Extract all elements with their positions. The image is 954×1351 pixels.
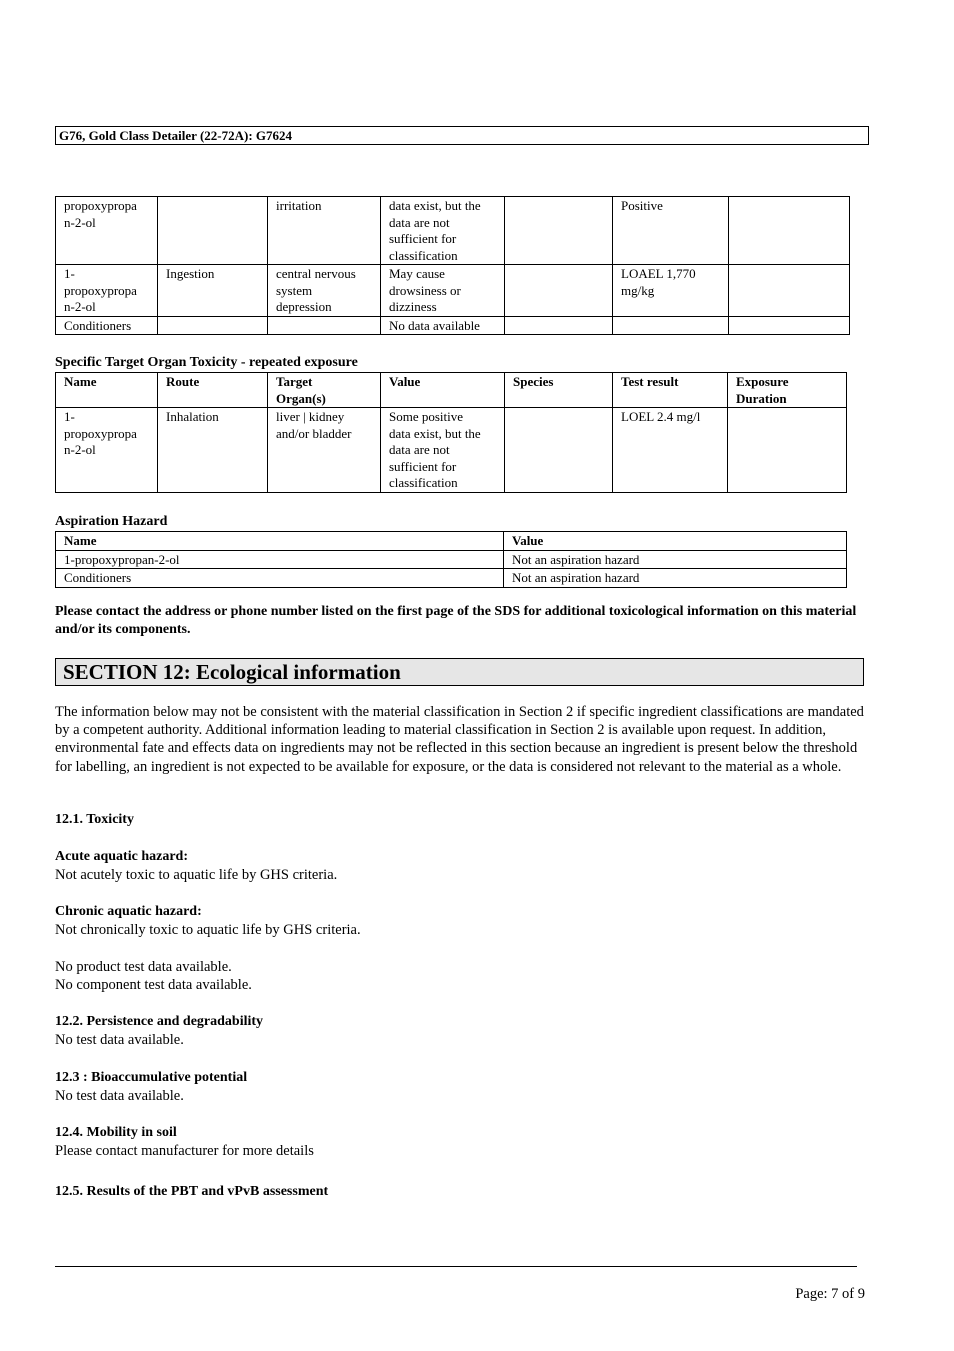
- table-header-cell: Route: [158, 373, 268, 408]
- table-cell: [613, 316, 729, 335]
- table-cell: LOEL 2.4 mg/l: [613, 408, 728, 493]
- toxicity-heading: 12.1. Toxicity: [55, 812, 134, 827]
- table-row: [56, 550, 847, 569]
- table-cell: Not an aspiration hazard: [504, 569, 847, 588]
- table-row: [56, 569, 847, 588]
- table-cell: central nervous system depression: [268, 265, 381, 317]
- repeated-exposure-title: Specific Target Organ Toxicity - repeated exposure: [55, 355, 358, 370]
- table-cell: Positive: [613, 197, 729, 265]
- table-cell: [158, 316, 268, 335]
- mobility-text: Please contact manufacturer for more details: [55, 1143, 314, 1159]
- aspiration-table: [55, 531, 847, 588]
- section-12-title: SECTION 12: Ecological information: [55, 658, 864, 686]
- table-row: [56, 408, 847, 493]
- aspiration-title: Aspiration Hazard: [55, 514, 168, 529]
- table-cell: 1- propoxypropa n-2-ol: [56, 408, 158, 493]
- bioaccumulative-heading: 12.3 : Bioaccumulative potential: [55, 1070, 248, 1085]
- persistence-text: No test data available.: [55, 1032, 184, 1048]
- table-header-cell: Name: [56, 532, 504, 551]
- table-cell: [729, 316, 850, 335]
- chronic-aquatic-heading: Chronic aquatic hazard:: [55, 904, 202, 919]
- table-cell: LOAEL 1,770 mg/kg: [613, 265, 729, 317]
- repeated-exposure-table: [55, 372, 847, 493]
- table-header-cell: Value: [381, 373, 505, 408]
- toxicology-contact-note: Please contact the address or phone number listed on the first page of the SDS for additional toxicological information on this material and/or its components.: [55, 604, 857, 637]
- table-header-cell: Name: [56, 373, 158, 408]
- persistence-heading: 12.2. Persistence and degradability: [55, 1014, 264, 1029]
- page-number: Page: 7 of 9: [795, 1286, 865, 1302]
- mobility-heading: 12.4. Mobility in soil: [55, 1125, 177, 1140]
- pbt-heading: 12.5. Results of the PBT and vPvB assessment: [55, 1184, 329, 1199]
- table-cell: May cause drowsiness or dizziness: [381, 265, 505, 317]
- table-header-cell: Exposure Duration: [728, 373, 847, 408]
- table-cell: 1-propoxypropan-2-ol: [56, 550, 504, 569]
- table-row: [56, 316, 850, 335]
- acute-aquatic-text: Not acutely toxic to aquatic life by GHS criteria.: [55, 867, 338, 883]
- table-cell: Conditioners: [56, 316, 158, 335]
- table-cell: [505, 197, 613, 265]
- no-product-data-text: No product test data available.: [55, 959, 232, 975]
- table-cell: Ingestion: [158, 265, 268, 317]
- table-header-cell: Test result: [613, 373, 728, 408]
- table-cell: Not an aspiration hazard: [504, 550, 847, 569]
- table-header-cell: Target Organ(s): [268, 373, 381, 408]
- table-cell: propoxypropa n-2-ol: [56, 197, 158, 265]
- table-cell: liver | kidney and/or bladder: [268, 408, 381, 493]
- table-cell: Conditioners: [56, 569, 504, 588]
- single-exposure-table: [55, 196, 850, 335]
- table-cell: data exist, but the data are not sufficient for classification: [381, 197, 505, 265]
- table-cell: [505, 316, 613, 335]
- table-row: [56, 197, 850, 265]
- table-header-cell: Species: [505, 373, 613, 408]
- table-cell: [158, 197, 268, 265]
- section-12-intro: The information below may not be consistent with the material classification in Section 2 if specific ingredient classifications are mandated by a competent authority. Additional information leading to material classification in Section 2 is available upon request. In addition, environmental fate and effects data on ingredients may not be reflected in this section because an ingredient is present below the threshold for labelling, an ingredient is not expected to be available for exposure, or the data is considered not relevant to the material as a whole.: [55, 704, 864, 775]
- document-header: G76, Gold Class Detailer (22-72A): G7624: [55, 126, 869, 145]
- table-row: [56, 265, 850, 317]
- no-component-data-text: No component test data available.: [55, 977, 252, 993]
- table-cell: [728, 408, 847, 493]
- table-cell: Some positive data exist, but the data are not sufficient for classification: [381, 408, 505, 493]
- table-cell: [505, 265, 613, 317]
- footer-divider: [55, 1266, 857, 1267]
- acute-aquatic-heading: Acute aquatic hazard:: [55, 849, 188, 864]
- table-cell: 1- propoxypropa n-2-ol: [56, 265, 158, 317]
- table-cell: Inhalation: [158, 408, 268, 493]
- table-cell: [505, 408, 613, 493]
- table-cell: No data available: [381, 316, 505, 335]
- table-cell: [268, 316, 381, 335]
- table-cell: irritation: [268, 197, 381, 265]
- bioaccumulative-text: No test data available.: [55, 1088, 184, 1104]
- table-cell: [729, 265, 850, 317]
- table-cell: [729, 197, 850, 265]
- table-header-cell: Value: [504, 532, 847, 551]
- chronic-aquatic-text: Not chronically toxic to aquatic life by GHS criteria.: [55, 922, 361, 938]
